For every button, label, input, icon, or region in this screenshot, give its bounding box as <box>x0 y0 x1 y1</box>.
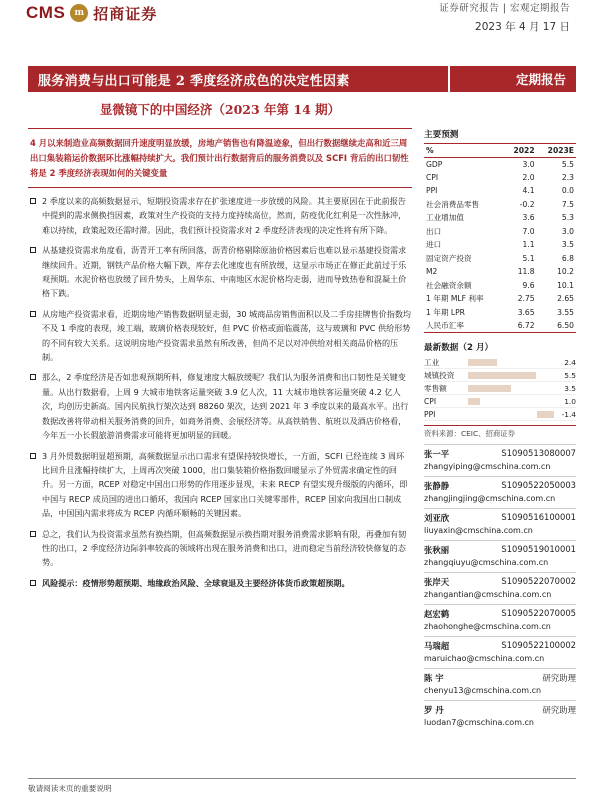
forecast-heading: 主要预测 <box>424 130 459 140</box>
table-row: CPI 2.0 2.3 <box>426 172 574 182</box>
analyst-entry: 张一平 S1090513080007 zhangyiping@cmschina.com.cn <box>424 444 576 471</box>
analyst-email[interactable]: maruichao@cmschina.com.cn <box>424 654 545 663</box>
analyst-entry: 马瑞超 S1090522100002 maruichao@cmschina.com.cn <box>424 636 576 663</box>
page-footer: 敬请阅读末页的重要说明 <box>28 778 576 794</box>
report-date: 2023 年 4 月 17 日 <box>475 21 570 33</box>
analyst-entry: 陈 宇 研究助理 chenyu13@cmschina.com.cn <box>424 668 576 695</box>
forecast-col-2022: 2022 <box>504 144 537 158</box>
latest-row: CPI 1.0 <box>424 395 576 408</box>
analyst-email[interactable]: luodan7@cmschina.com.cn <box>424 718 534 727</box>
forecast-table <box>424 143 576 333</box>
logo-chinese-name: 招商证券 <box>93 4 158 23</box>
analyst-entry: 罗 丹 研究助理 luodan7@cmschina.com.cn <box>424 700 576 727</box>
table-row: PPI 4.1 0.0 <box>426 186 574 196</box>
bullet-square-icon <box>30 453 36 459</box>
bullet-item: 那么，2 季度经济是否如悲观预期所料，修复速度大幅放缓呢？我们认为服务消费和出口韧性是关键变量。从出行数据看，上周 9 大城市地铁客运量突破 3.9 亿人次，11 大城市地铁客运量突破 4.2 亿人次，均创历史新高。国内民航执行架次达到 88260 架次，达到 2021 年 3 季度以来的最高水平。出行数据改善将带动相关服务消费的回升，如商务消费、会展经济等。从高铁销售、航班以及酒店价格看，今年五一小长假旅游消费需求可能将更加明显的回暖。 <box>28 370 412 442</box>
table-row: 社会融资余额 9.6 10.1 <box>426 280 574 290</box>
analyst-email[interactable]: zhangantian@cmschina.com.cn <box>424 590 552 599</box>
page-header <box>0 0 600 62</box>
latest-heading: 最新数据（2 月） <box>424 343 494 353</box>
title-band <box>28 66 576 92</box>
analyst-entry: 张岸天 S1090522070002 zhangantian@cmschina.com.cn <box>424 572 576 599</box>
latest-bar <box>537 411 554 418</box>
bullet-square-icon <box>30 531 36 537</box>
table-row: 1 年期 MLF 利率 2.75 2.65 <box>426 294 574 304</box>
latest-bar <box>468 385 511 392</box>
analyst-entry: 刘亚欣 S1090516100001 liuyaxin@cmschina.com.cn <box>424 508 576 535</box>
latest-row: 工业 2.4 <box>424 356 576 369</box>
bullet-square-icon <box>30 580 36 586</box>
report-tag: 定期报告 <box>515 72 566 87</box>
analyst-entry: 张秋丽 S1090519010001 zhangqiuyu@cmschina.com.cn <box>424 540 576 567</box>
report-title: 服务消费与出口可能是 2 季度经济成色的决定性因素 <box>38 73 350 89</box>
forecast-col-2023: 2023E <box>537 144 576 158</box>
table-row: 工业增加值 3.6 5.3 <box>426 213 574 223</box>
analyst-email[interactable]: zhaohonghe@cmschina.com.cn <box>424 622 551 631</box>
bullet-item: 从房地产投资需求看，近期房地产销售数据明显走弱，30 城商品房销售面积以及二手房挂牌售价指数均不及 1 季度的表现，竣工端，玻璃价格表现较好，但 PVC 价格或面临震荡，这与玻璃和 PVC 供给形势的不同有较大关系。这说明房地产投资需求虽然有所改善，但尚不足以对冲供给对相关商品价格的压制。 <box>28 307 412 365</box>
main-column <box>28 128 412 590</box>
forecast-header-row <box>424 144 576 158</box>
forecast-col-unit: % <box>424 144 504 158</box>
risk-note: 风险提示：疫情形势超预期、地缘政治风险、全球衰退及主要经济体货币政策超预期。 <box>28 576 412 590</box>
table-row: M2 11.8 10.2 <box>426 267 574 277</box>
logo-text: CMS <box>26 3 66 22</box>
analyst-list <box>424 444 576 727</box>
latest-bar <box>468 359 497 366</box>
table-row: 出口 7.0 3.0 <box>426 226 574 236</box>
report-type: 证券研究报告 | 宏观定期报告 <box>439 3 570 14</box>
bullet-square-icon <box>30 198 36 204</box>
band-divider <box>448 66 450 92</box>
company-logo <box>26 2 157 24</box>
latest-row: 城镇投资 5.5 <box>424 369 576 382</box>
bullet-item: 2 季度以来的高频数据显示，短期投资需求存在扩张速度进一步放缓的风险。其主要原因在于此前报告中提到的需求侧换挡因素，政策对生产投资的支持力度持续高位，然而，防疫优化红利是一次性脉冲，难以持续，政策起效还需时滞。因此，我们预计投资需求对 2 季度经济表现的决定性将有所下降。 <box>28 194 412 237</box>
latest-row: PPI -1.4 <box>424 408 576 421</box>
abstract: 4 月以来制造业高频数据回升速度明显放缓，房地产销售也有降温迹象，但出行数据继续走高和近三周出口集装箱运价数据环比涨幅持续扩大。我们预计出行数据背后的服务消费以及 SCFI 背后的出口韧性将是 2 季度经济表现如何的关键变量 <box>28 128 412 188</box>
bullet-item: 3 月外贸数据明显超预期，高频数据显示出口需求有望保持较快增长，一方面，SCFI 已经连续 3 周环比回升且涨幅持续扩大，上周再次突破 1000，出口集装箱价格指数回暖显示了外贸需求确定性的回升。另一方面，RCEP 对稳定中国出口形势的作用逐步显现，未来 RECP 有望实现升级版的内循环，即中国与 RECP 成员国的进出口循环，我国向 RCEP 国家出口关键零部件，RCEP 国家向我国出口制成品，中国国内需求将成为 RCEP 内循环顺畅的关键因素。 <box>28 449 412 521</box>
analyst-email[interactable]: zhangyiping@cmschina.com.cn <box>424 462 551 471</box>
table-row: 固定资产投资 5.1 6.8 <box>426 253 574 263</box>
latest-bar <box>468 398 480 405</box>
analyst-email[interactable]: liuyaxin@cmschina.com.cn <box>424 526 533 535</box>
latest-row: 零售额 3.5 <box>424 382 576 395</box>
table-row: GDP 3.0 5.5 <box>426 159 574 169</box>
table-row: 1 年期 LPR 3.65 3.55 <box>426 307 574 317</box>
report-subtitle: 显微镜下的中国经济（2023 年第 14 期） <box>99 102 341 117</box>
table-row: 进口 1.1 3.5 <box>426 240 574 250</box>
table-row: 人民币汇率 6.72 6.50 <box>424 319 576 333</box>
table-row: 社会消费品零售 -0.2 7.5 <box>426 199 574 209</box>
bullet-square-icon <box>30 247 36 253</box>
analyst-entry: 张静静 S1090522050003 zhangjingjing@cmschina.com.cn <box>424 476 576 503</box>
analyst-email[interactable]: chenyu13@cmschina.com.cn <box>424 686 542 695</box>
bullet-square-icon <box>30 311 36 317</box>
analyst-entry: 赵宏鹤 S1090522070005 zhaohonghe@cmschina.com.cn <box>424 604 576 631</box>
bullet-square-icon <box>30 374 36 380</box>
latest-data-bars <box>424 356 576 421</box>
sidebar <box>424 128 576 727</box>
analyst-email[interactable]: zhangjingjing@cmschina.com.cn <box>424 494 556 503</box>
analyst-email[interactable]: zhangqiuyu@cmschina.com.cn <box>424 558 549 567</box>
logo-seal-icon: m <box>70 4 88 22</box>
latest-bar <box>468 372 536 379</box>
bullet-item: 总之，我们认为投资需求虽然有换挡期，但高频数据显示换挡期对服务消费需求影响有限，再叠加有韧性的出口，2 季度经济边际斜率较高的领域将出现在服务消费和出口，进而稳定当前经济较快修复的态势。 <box>28 527 412 570</box>
bullet-item: 从基建投资需求角度看，沥青开工率有所回落，沥青价格剔除原油价格因素后也难以显示基建投资需求继续回升。近期，钢铁产品价格大幅下跌，库存去化速度也有所放缓，这显示市场正在修正此前过于乐观预期。水泥价格也放缓了回升势头，上周华东、中南地区水泥价格均走弱，进而导致热卷和混凝土价格下跌。 <box>28 243 412 301</box>
data-source: 资料来源：CEIC、招商证券 <box>424 425 576 439</box>
